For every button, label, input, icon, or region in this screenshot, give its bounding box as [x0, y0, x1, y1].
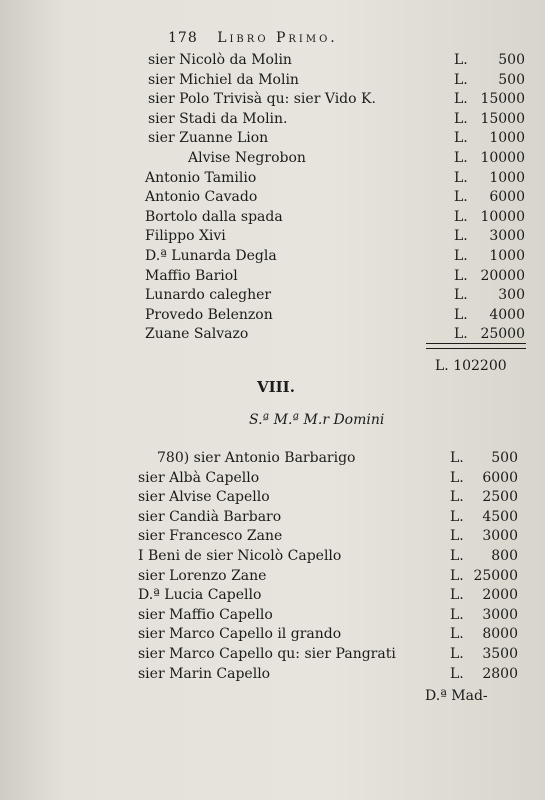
- entry-amount: 15000: [480, 110, 525, 127]
- list-entry: [0, 189, 545, 209]
- sum-rule-bottom: [426, 348, 526, 349]
- entry-amount: 15000: [480, 91, 525, 108]
- entry-currency: L.: [450, 665, 464, 682]
- entry-name: sier Francesco Zane: [138, 528, 283, 545]
- entry-amount: 4000: [489, 306, 525, 323]
- section-numeral: VIII.: [257, 378, 295, 396]
- entry-name: D.ª Lunarda Degla: [145, 248, 277, 264]
- entry-amount: 2000: [482, 587, 518, 604]
- list-entry: [0, 91, 545, 111]
- entry-amount: 500: [491, 450, 518, 466]
- entry-currency: L.: [454, 267, 468, 284]
- list-entry: [0, 548, 545, 568]
- entry-amount: 2500: [482, 489, 518, 506]
- entry-name: sier Marco Capello qu: sier Pangrati: [138, 646, 396, 662]
- entry-name: sier Candià Barbaro: [138, 508, 282, 525]
- entry-amount: 500: [498, 52, 525, 68]
- list-entry: [0, 268, 545, 288]
- entry-name: D.ª Lucia Capello: [138, 587, 262, 604]
- entry-currency: L.: [450, 626, 464, 643]
- list-entry: [0, 111, 545, 131]
- list-entry: [0, 528, 545, 548]
- entry-amount: 25000: [473, 567, 518, 584]
- entry-name: sier Polo Trivisà qu: sier Vido K.: [148, 91, 376, 108]
- entry-name: I Beni de sier Nicolò Capello: [138, 548, 342, 564]
- entry-name: Antonio Cavado: [145, 189, 258, 206]
- entry-name: sier Lorenzo Zane: [138, 567, 267, 584]
- entry-amount: 10000: [480, 208, 525, 225]
- entry-amount: 1000: [489, 248, 525, 264]
- list-total: L. 102200: [435, 358, 507, 374]
- entry-amount: 500: [498, 71, 525, 88]
- section-subheading: S.ª M.ª M.r Domini: [249, 412, 385, 428]
- entry-amount: 300: [498, 287, 525, 304]
- entry-name: Alvise Negrobon: [188, 150, 306, 166]
- entry-name: Zuane Salvazo: [145, 326, 249, 343]
- entry-currency: L.: [450, 646, 464, 662]
- list-entry: [0, 287, 545, 307]
- list-entry: [0, 489, 545, 509]
- entry-name: sier Stadi da Molin.: [148, 110, 288, 127]
- entry-currency: L.: [450, 548, 464, 564]
- entry-amount: 20000: [480, 267, 525, 284]
- entry-amount: 2800: [482, 665, 518, 682]
- entry-currency: L.: [450, 587, 464, 604]
- entry-name: Provedo Belenzon: [145, 306, 273, 323]
- list-entry: [0, 470, 545, 490]
- entry-currency: L.: [454, 169, 468, 186]
- list-entry: [0, 209, 545, 229]
- entry-name: Bortolo dalla spada: [145, 208, 283, 225]
- entry-name: sier Maffio Capello: [138, 606, 273, 623]
- entry-currency: L.: [454, 130, 468, 147]
- entry-currency: L.: [454, 306, 468, 323]
- entry-amount: 3000: [482, 528, 518, 545]
- entry-amount: 25000: [480, 326, 525, 343]
- list-entry: [0, 646, 545, 666]
- entry-amount: 3500: [482, 646, 518, 662]
- page-number: 178: [168, 30, 198, 46]
- entry-currency: L.: [450, 508, 464, 525]
- list-entry: [0, 626, 545, 646]
- entry-amount: 4500: [482, 508, 518, 525]
- list-entry: [0, 248, 545, 268]
- entry-amount: 1000: [489, 169, 525, 186]
- entry-name: sier Albà Capello: [138, 469, 260, 486]
- entry-amount: 6000: [482, 469, 518, 486]
- list-entry: [0, 666, 545, 686]
- entry-name: Antonio Tamilio: [145, 169, 257, 186]
- entry-currency: L.: [450, 450, 464, 466]
- entry-currency: L.: [454, 326, 468, 343]
- list-entry: [0, 607, 545, 627]
- entry-name: sier Zuanne Lion: [148, 130, 269, 147]
- list-entry: [0, 568, 545, 588]
- list-entry: [0, 150, 545, 170]
- entry-amount: 10000: [480, 150, 525, 166]
- entry-name: sier Marin Capello: [138, 665, 271, 682]
- list-entry: [0, 130, 545, 150]
- entry-name: sier Michiel da Molin: [148, 71, 299, 88]
- entry-currency: L.: [454, 208, 468, 225]
- entry-currency: L.: [450, 469, 464, 486]
- entry-currency: L.: [450, 567, 464, 584]
- entry-name: Maffio Bariol: [145, 267, 238, 284]
- entry-currency: L.: [450, 606, 464, 623]
- entry-amount: 3000: [489, 228, 525, 245]
- entry-currency: L.: [454, 189, 468, 206]
- entry-currency: L.: [454, 248, 468, 264]
- entry-currency: L.: [454, 228, 468, 245]
- list-entry: [0, 587, 545, 607]
- list-entry: [0, 52, 545, 72]
- list-entry: [0, 509, 545, 529]
- entry-amount: 3000: [482, 606, 518, 623]
- entry-name: sier Alvise Capello: [138, 489, 270, 506]
- list-entry: [0, 228, 545, 248]
- entry-name: Lunardo calegher: [145, 287, 272, 304]
- catchword: D.ª Mad-: [425, 688, 488, 704]
- entry-currency: L.: [454, 287, 468, 304]
- entry-currency: L.: [450, 489, 464, 506]
- sum-rule-top: [426, 343, 526, 344]
- entry-currency: L.: [454, 52, 468, 68]
- list-entry: [0, 450, 545, 470]
- entry-amount: 1000: [489, 130, 525, 147]
- entry-currency: L.: [454, 110, 468, 127]
- entry-name: Filippo Xivi: [145, 228, 226, 245]
- entry-name: sier Nicolò da Molin: [148, 52, 292, 68]
- entry-currency: L.: [454, 150, 468, 166]
- entry-amount: 8000: [482, 626, 518, 643]
- entry-name: sier Marco Capello il grando: [138, 626, 342, 643]
- entry-amount: 6000: [489, 189, 525, 206]
- entry-currency: L.: [454, 91, 468, 108]
- running-title: Libro Primo.: [217, 30, 338, 46]
- list-entry: [0, 72, 545, 92]
- list-entry: [0, 170, 545, 190]
- list-entry: [0, 307, 545, 327]
- running-header: [168, 30, 338, 46]
- entry-currency: L.: [450, 528, 464, 545]
- entry-amount: 800: [491, 548, 518, 564]
- entry-currency: L.: [454, 71, 468, 88]
- entry-name: 780) sier Antonio Barbarigo: [157, 450, 356, 466]
